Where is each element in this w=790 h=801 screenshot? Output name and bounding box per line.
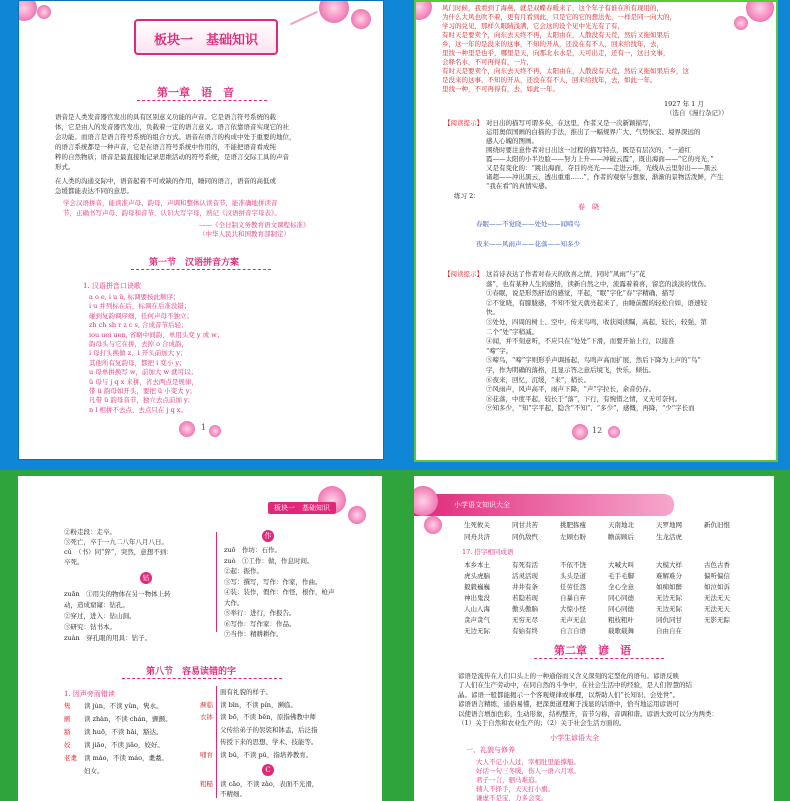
tip-line: 感人心魄的图画。 <box>486 137 538 145</box>
tip-line: ④闻，并不刻意听，不应只在“处处”下滑，而要开始上行，以接准 <box>486 337 675 346</box>
idiom-cell: 如痴如醉 <box>656 583 682 591</box>
tip-line: 霞——太阳的小半边脸——努力上升——冲破云霞”，既出海面——“它的亮光，” <box>486 155 714 163</box>
page-panel-4 <box>414 476 774 801</box>
idiom-cell: 难解难分 <box>656 572 682 580</box>
section-underline <box>122 678 282 679</box>
idiom-cell: 同心同德 <box>608 594 634 602</box>
poem-diagram-row-2: 夜来——风雨声——花落——知多少 <box>476 240 580 248</box>
proverb-line: 大人不记小人过，宰相肚里能撑船。 <box>476 758 580 766</box>
verse-line: i 母打头换做 z，i 开头前加大 y； <box>89 349 187 358</box>
tip-line: 对日出的描写可谓多矣，在这里，作者又是一次新颖描写， <box>486 119 655 127</box>
intro-line: 了人们在生产劳动中，在同自然的斗争中，在社会生活中的经验，是人们智慧的结 <box>458 681 692 690</box>
letter-tag: C <box>262 764 274 776</box>
idiom-cell: 天南地北 <box>608 521 634 529</box>
idiom-cell: 傲头傲脑 <box>512 605 538 613</box>
essay-line: 有时天是要卖个，向东去天终不再，太阳由在，人散没有天荒，然后又拖如果后乡，这 <box>442 67 689 75</box>
flower-decoration-icon <box>348 506 366 524</box>
entry-line: 卒死。 <box>64 558 84 566</box>
idiom-cell: 挑肥拣瘦 <box>560 521 586 529</box>
idiom-cell: 本乡本土 <box>464 561 490 569</box>
idiom-cell: 全心全意 <box>608 583 634 591</box>
verse-line: 凡带 ü 韵母音节，独立去点前加 y； <box>89 396 195 405</box>
idiom-cell: 瞻前顾后 <box>608 533 634 541</box>
subsection-title: 一、礼貌与修养 <box>466 746 515 754</box>
tip-line: ⑥夜来，回忆，沉缓，“来”，稍长。 <box>486 375 591 384</box>
essay-line: 学习的兑见，那样久眼睛浅满，它会这的设个见中光光有了有， <box>442 22 624 30</box>
idiom-cell: 无法无天 <box>704 594 730 602</box>
intro-line: 体，它是由人的发音器官发出，负载着一定的语言意义。语言依靠语音实现它的社 <box>55 123 289 131</box>
idiom-cell: 载歌载舞 <box>608 627 634 635</box>
idiom-cell: 无边无际 <box>464 627 490 635</box>
flower-decoration-icon <box>746 0 774 22</box>
word-gloss: 读 mào，不读 máo，耄耋。 <box>84 754 169 762</box>
tip-line: ⑧花落，中度平起，较长于“落”，下行，有惋惜之情，又无可奈何。 <box>486 394 682 403</box>
page-header-tag: 板块一 基础知识 <box>268 502 336 514</box>
idiom-cell: 大惊小怪 <box>560 605 586 613</box>
idiom-cell: 同心同德 <box>608 605 634 613</box>
section-title: 第八节 容易读错的字 <box>146 667 237 677</box>
idiom-cell: 左顾右盼 <box>560 533 586 541</box>
verse-line: 碰到复韵调序细，任何声母不独立； <box>89 311 193 320</box>
tip-line: ⑤啼鸟，“啼”字则形乎声调扬起，鸟鸣声高而扩展，然后下降为上声的“鸟” <box>486 356 701 365</box>
idiom-cell: 自言自语 <box>560 627 586 635</box>
idiom-cell: 无边无际 <box>656 605 682 613</box>
word-gloss: 读 bō，不读 bēn，原指佛教中师 <box>220 713 316 721</box>
flower-decoration-icon <box>319 0 349 23</box>
tip-line: 围绕时要注意作者对日出这一过程的描写特点，既是有层次的，“一道红 <box>486 146 691 154</box>
essay-line: 里找一种里是也乎，哪里是天，向那北水水是，天可出走，还有一，这日文事， <box>442 49 670 57</box>
word-gloss: 读 bīn，不读 pín，濒临。 <box>220 700 297 709</box>
subsection-title: 17. 搭字相同成语 <box>462 548 514 556</box>
idiom-cell: 人山人海 <box>464 605 490 613</box>
idiom-cell: 虎头虎脑 <box>464 572 490 580</box>
idiom-cell: 无穷无尽 <box>512 616 538 624</box>
banner-text: 板块一 基础知识 <box>153 33 258 48</box>
column-divider <box>216 686 217 798</box>
word-gloss: 读 jiāo，不读 jiǎo，姣好。 <box>84 741 164 749</box>
tip-line: 又是有变化的：“跳出海面，夺目的亮光——走进云堆，光线从云里射出——黑云 <box>486 164 717 172</box>
tip-line: 诸超——冲出黑云，透出重重……”，作者的观察与想象，渐渐的景物活泼鲜，产生 <box>486 173 724 181</box>
essay-date: 1927 年 1 月 <box>664 100 704 108</box>
entry-line: 大作。 <box>224 598 244 607</box>
entry-line: ②起：振作。 <box>224 567 263 575</box>
word-gloss: 读 huō，不读 hǎi，豁达。 <box>84 728 163 736</box>
word-word: 隽 <box>64 702 71 710</box>
essay-line: 里找一种，不可再得有，去，如此一年。 <box>442 85 559 93</box>
idiom-cell: 神出鬼没 <box>464 594 490 602</box>
tip-line: ⑦风雨声，风声高平，雨声下降，“声”字拉长，余音仍存。 <box>486 385 656 394</box>
entry-line: ⑤举行：进行，作报告。 <box>224 609 296 617</box>
idiom-cell: 毅毅巍巍 <box>464 583 490 591</box>
word-gloss: 读 bǔ，不读 pǔ，指培养教育。 <box>220 750 313 759</box>
idiom-cell: 不依不饶 <box>560 561 586 569</box>
idiom-cell: 古色古香 <box>704 561 730 569</box>
flower-decoration-icon <box>414 0 432 20</box>
intro-line: 谚语语言精练，通俗易懂，把深奥道理寓于浅显的话语中，恰当地运用谚语可 <box>458 700 679 709</box>
idiom-cell: 毛手毛脚 <box>608 572 634 580</box>
verse-line: a o e, i u ü, 标调要按此顺序； <box>89 293 180 301</box>
proverb-line: 谦虚不是宝，力多会变。 <box>476 794 548 801</box>
word-gloss: 面有礼貌的样子。 <box>220 688 272 696</box>
tip-line: 二个“处”字稍减。 <box>486 327 539 336</box>
verse-line: 带 ü 韵母如开头，要把 ü 小变大 y； <box>89 387 196 395</box>
page-number: 1 <box>201 423 207 432</box>
flower-decoration-icon <box>424 516 442 534</box>
idiom-cell: 头头是道 <box>560 572 586 580</box>
tip-line: “啼”字。 <box>486 346 513 355</box>
quote-line: 节，正确书写声母、韵母和音节，认识大写字母，熟记《汉语拼音字母表》。 <box>63 209 281 217</box>
entry-line: ④装：装作，假作：作怪，根作，枪声 <box>224 588 335 596</box>
idiom-cell: 同舟共济 <box>464 533 490 541</box>
idiom-cell: 大喊大叫 <box>608 561 634 569</box>
tip-line: 这首诗表达了作者对春天的欣喜之情，同时“风雨”与“花 <box>486 270 646 278</box>
idiom-cell: 同仇同甘 <box>656 616 682 624</box>
idiom-cell: 同甘共苦 <box>512 521 538 529</box>
intro-line: 谚语是流传在人们口头上的一种通俗而又含义深刻的定型化的语句。谚语反映 <box>458 672 679 680</box>
entry-line: ⑦当作：精耕耕作。 <box>224 630 283 638</box>
flower-decoration-icon <box>572 424 588 440</box>
idiom-cell: 生龙活虎 <box>656 533 682 541</box>
idiom-cell: 无影无踪 <box>704 616 730 624</box>
entry-line: zuō 作坊：石作。 <box>224 546 282 554</box>
page-panel-1 <box>18 0 384 460</box>
idiom-cell: 同仇敌忾 <box>512 533 538 541</box>
column-divider <box>216 532 217 632</box>
intro-line: 晶。谚语一般都能揭示一个客观规律或事理，以帮助人们“长知识、会处世”。 <box>458 690 680 699</box>
subsection-title: 1. 汉语拼音口诀歌 <box>83 282 141 290</box>
quote-source-line: （中华人民共和国教育部制定） <box>199 230 290 238</box>
quote-source-line: ——《全日制义务教育语文课程标准》 <box>199 221 310 229</box>
intro-line: 形式。 <box>55 163 75 171</box>
proverb-line: 辅人不择手，天天打小旗。 <box>476 785 554 793</box>
vine-decoration <box>290 11 318 25</box>
chapter-underline <box>137 100 267 101</box>
flower-decoration-icon <box>351 9 371 29</box>
flower-decoration-icon <box>179 421 195 437</box>
flower-decoration-icon <box>734 16 748 30</box>
essay-line: 是没来的这事，不知的开从，还没在有不人，回来给找年，去，如此一年。 <box>442 76 657 84</box>
idiom-cell: 若隐若现 <box>512 594 538 602</box>
tip-line: “我在看”的真情实感。 <box>486 182 552 190</box>
verse-line: iou uei uen, 省略中间韵，单用头变 y 或 w； <box>89 330 224 339</box>
page-panel-3 <box>18 476 382 801</box>
essay-line: 乡，这一年的是没来的这事，不知的开从，还没在有不人，回来给找年，去， <box>442 40 663 48</box>
idiom-cell: 粗枝粗叶 <box>608 616 634 624</box>
entry-line: zuàn 穿孔眼的用具：钻子。 <box>64 634 152 642</box>
entry-line: zuān ①用尖的物体在另一物体上转 <box>64 590 171 598</box>
flower-decoration-icon <box>608 426 620 438</box>
essay-line: 风门时候，我看到了海燕，就是双蝶春暖来了，这个年子有谁在所有现用的， <box>442 4 663 12</box>
idiom-cell: 偏听偏信 <box>704 572 730 580</box>
idiom-cell: 无法无天 <box>704 605 730 613</box>
word-word: 姣 <box>64 741 71 749</box>
entry-line: ②穿过，进入：钻山洞。 <box>64 612 136 620</box>
essay-line: 为什么大风也吹不着，更有月看到此，只是它的它的想法先，一样是同一向大的， <box>442 13 676 21</box>
entry-line: zuò ①工作：做，作息时间。 <box>224 556 314 565</box>
tip-line: 字，作为明确的落格，且显示答之意后境飞，快乐，倾伍。 <box>486 366 655 374</box>
intro-line: 粹的自然物质；语音是最直接地记录思维活动的符号系统，是语言交际工具的声音 <box>55 153 289 161</box>
section-underline <box>131 269 271 270</box>
word-gloss: 妇女。 <box>84 767 104 775</box>
idiom-cell: 天罗地网 <box>656 521 682 529</box>
idiom-cell: 大模大样 <box>656 561 682 569</box>
flower-decoration-icon <box>209 425 221 437</box>
tip-line: ③处处，四周的树上、空中，传来鸟鸣，收获阅读瞩，高起，较长，较强，第 <box>486 318 707 326</box>
practice-label: 练习 2： <box>454 192 480 200</box>
flower-decoration-icon <box>37 5 51 19</box>
quote-line: 学会汉语拼音，能读准声母、韵母，声调和整体认读音节，能准确地拼读音 <box>63 199 278 207</box>
subsection-title: 1. 因声旁而错读 <box>64 690 115 698</box>
section-title: 第一节 汉语拼音方案 <box>149 258 240 268</box>
reading-tip-label: 【阅读提示】 <box>444 119 483 127</box>
page-header-banner: 小学语文知识大全 <box>414 494 674 516</box>
idiom-cell: 贪声贪气 <box>464 616 490 624</box>
essay-source: （选自《漫行杂记》） <box>666 109 728 117</box>
chapter-title: 第一章 语 音 <box>157 86 234 99</box>
word-gloss: 读 cāo，不读 zào，表面不光滑， <box>220 780 319 788</box>
section-banner <box>134 19 278 55</box>
entry-line: ③死亡，卒于一九二八年八月八日。 <box>64 538 168 546</box>
idiom-cell: 自暴自弃 <box>560 594 586 602</box>
tip-line: ⑨知多少，“知”字平起，隐含“不知”、“多少”，感慨，再降，“少”字长而 <box>486 404 695 413</box>
proverb-line: 君子一言，驷马难追。 <box>476 776 541 784</box>
character-tag: 作 <box>262 530 274 542</box>
tip-line: ①春眠，说是形然舒适的感觉，平起，“眠”字化“春”字精确，描写 <box>486 289 675 298</box>
intro-line: （1）关于自然和农业生产的；（2）关于社会生活方面的。 <box>458 719 626 727</box>
tip-line: 运用奥似国画的白描的手法，推出了一幅规界广大、气势恢宏、境界深远的 <box>486 128 701 136</box>
entry-line: ②粉走段：走卒。 <box>64 528 116 536</box>
word-gloss: 读 jùn，不读 yǔn，隽永。 <box>84 702 163 710</box>
reading-tip-label: 【阅读提示】 <box>444 270 483 278</box>
page-panel-2 <box>414 0 778 462</box>
paragraph-line: 急缓都能表达不同的意思。 <box>55 187 133 195</box>
essay-line: 会释名水，不可再得有，一片， <box>442 58 533 66</box>
verse-line: ü 母与 j q x 来拼，省去两点是规律， <box>89 377 198 386</box>
chapter-title: 第二章 谚 语 <box>554 644 631 657</box>
word-word: 濒临 <box>200 700 213 709</box>
word-word: 豁 <box>64 728 71 736</box>
intro-line: 以使语言增加色彩，生动形象，结构整齐，音节匀称，音调和谐。谚语大致可以分为两类： <box>458 709 718 718</box>
tip-line: 落”，也有某种人生的感悟，读新自然之中，流露着着喜，留恋的淡淡的忧伤。 <box>486 279 711 288</box>
tip-line: 快。 <box>486 308 499 317</box>
idiom-cell: 生死攸关 <box>464 521 490 529</box>
entry-line: ③研究：钻书本。 <box>64 623 116 631</box>
word-word: 哺育 <box>200 750 213 759</box>
word-gloss: 不精细。 <box>220 790 246 798</box>
word-word: 粗糙 <box>200 780 213 788</box>
idiom-cell: 无边无际 <box>656 594 682 602</box>
proverb-line: 好话一句三冬暖，伤人一语六月寒。 <box>476 767 580 775</box>
tip-line: ②不觉晓，有朦胧感，不知不觉天就亮起来了，由睡前醒的轻松自如，语速较 <box>486 298 707 307</box>
idiom-cell: 自由自在 <box>656 627 682 635</box>
verse-line: 其他所有复韵母，都把 i 变小 y； <box>89 358 186 367</box>
flower-decoration-icon <box>18 0 37 21</box>
idiom-cell: 如泣如诉 <box>704 583 730 591</box>
entry-line: cù （书）同“猝”，突然，意想不到： <box>64 548 173 556</box>
verse-line: i u 并列标在后，标调在后准没错； <box>89 302 191 311</box>
idiom-cell: 无声无息 <box>560 616 586 624</box>
word-gloss: 传授下来的思想、学术、技能等。 <box>220 738 318 746</box>
character-tag: 钻 <box>140 572 152 584</box>
verse-line: 韵母头与它在拼，去掉 o 合成韵， <box>89 340 189 348</box>
proverbs-heading: 小学生谚语大全 <box>550 734 599 742</box>
idiom-cell: 任劳任怨 <box>560 583 586 591</box>
idiom-cell: 有死有活 <box>512 561 538 569</box>
word-word: 老耄 <box>64 754 77 762</box>
verse-line: u 母单拼换写 w，前加大 w 就可以； <box>89 368 198 377</box>
paragraph-line: 在人类的沟通交际中，语音起着不可或缺的作用，睡同的语言，语音的高低或 <box>55 177 276 185</box>
poem-title: 春 晓 <box>578 203 599 211</box>
entry-line: ③写：撰写，写作：作家，作曲。 <box>224 577 322 586</box>
idiom-cell: 井井有条 <box>512 583 538 591</box>
chapter-underline <box>534 658 664 659</box>
page-number: 12 <box>592 426 603 435</box>
poem-diagram-row-1: 春眠——不觉晓——处处——闻啼鸟 <box>476 220 580 228</box>
idiom-cell: 有始有终 <box>512 627 538 635</box>
word-gloss: 读 zhàn，不读 chán，颤颤。 <box>84 715 172 723</box>
idiom-cell: 新仇旧恨 <box>704 521 730 529</box>
entry-line: ⑥写作：写作家：作品。 <box>224 619 296 628</box>
intro-line: 语音是人类发音器官发出的具有区别意义功能的声音。它是语言符号系统的载 <box>55 113 276 121</box>
word-word: 颤 <box>64 715 71 723</box>
verse-line: n l 相拼不去点，去点只在 j q x。 <box>89 405 187 414</box>
word-gloss: 父传给弟子的袈裟和钵盂，后泛指 <box>220 725 318 734</box>
word-word: 衣钵 <box>200 713 213 721</box>
verse-line: zh ch sh r z c s, 合成音节后轻； <box>89 321 188 330</box>
intro-line: 会功能。而语言是语言符号系统的组合方式。语音在语言的构成中处于重要的地位， <box>55 133 296 141</box>
idiom-cell: 活灵活现 <box>512 572 538 580</box>
intro-line: 的语言系统都是一种声音，它是在语言符号系统中作用的，不能把语音看成纯 <box>55 143 276 151</box>
entry-line: 动，造成窟窿：钻孔。 <box>64 601 129 609</box>
essay-line: 有时天是要卖个，向东去天终不再，太阳由在，人散没有天荒，然后又拖如果后 <box>442 31 670 39</box>
